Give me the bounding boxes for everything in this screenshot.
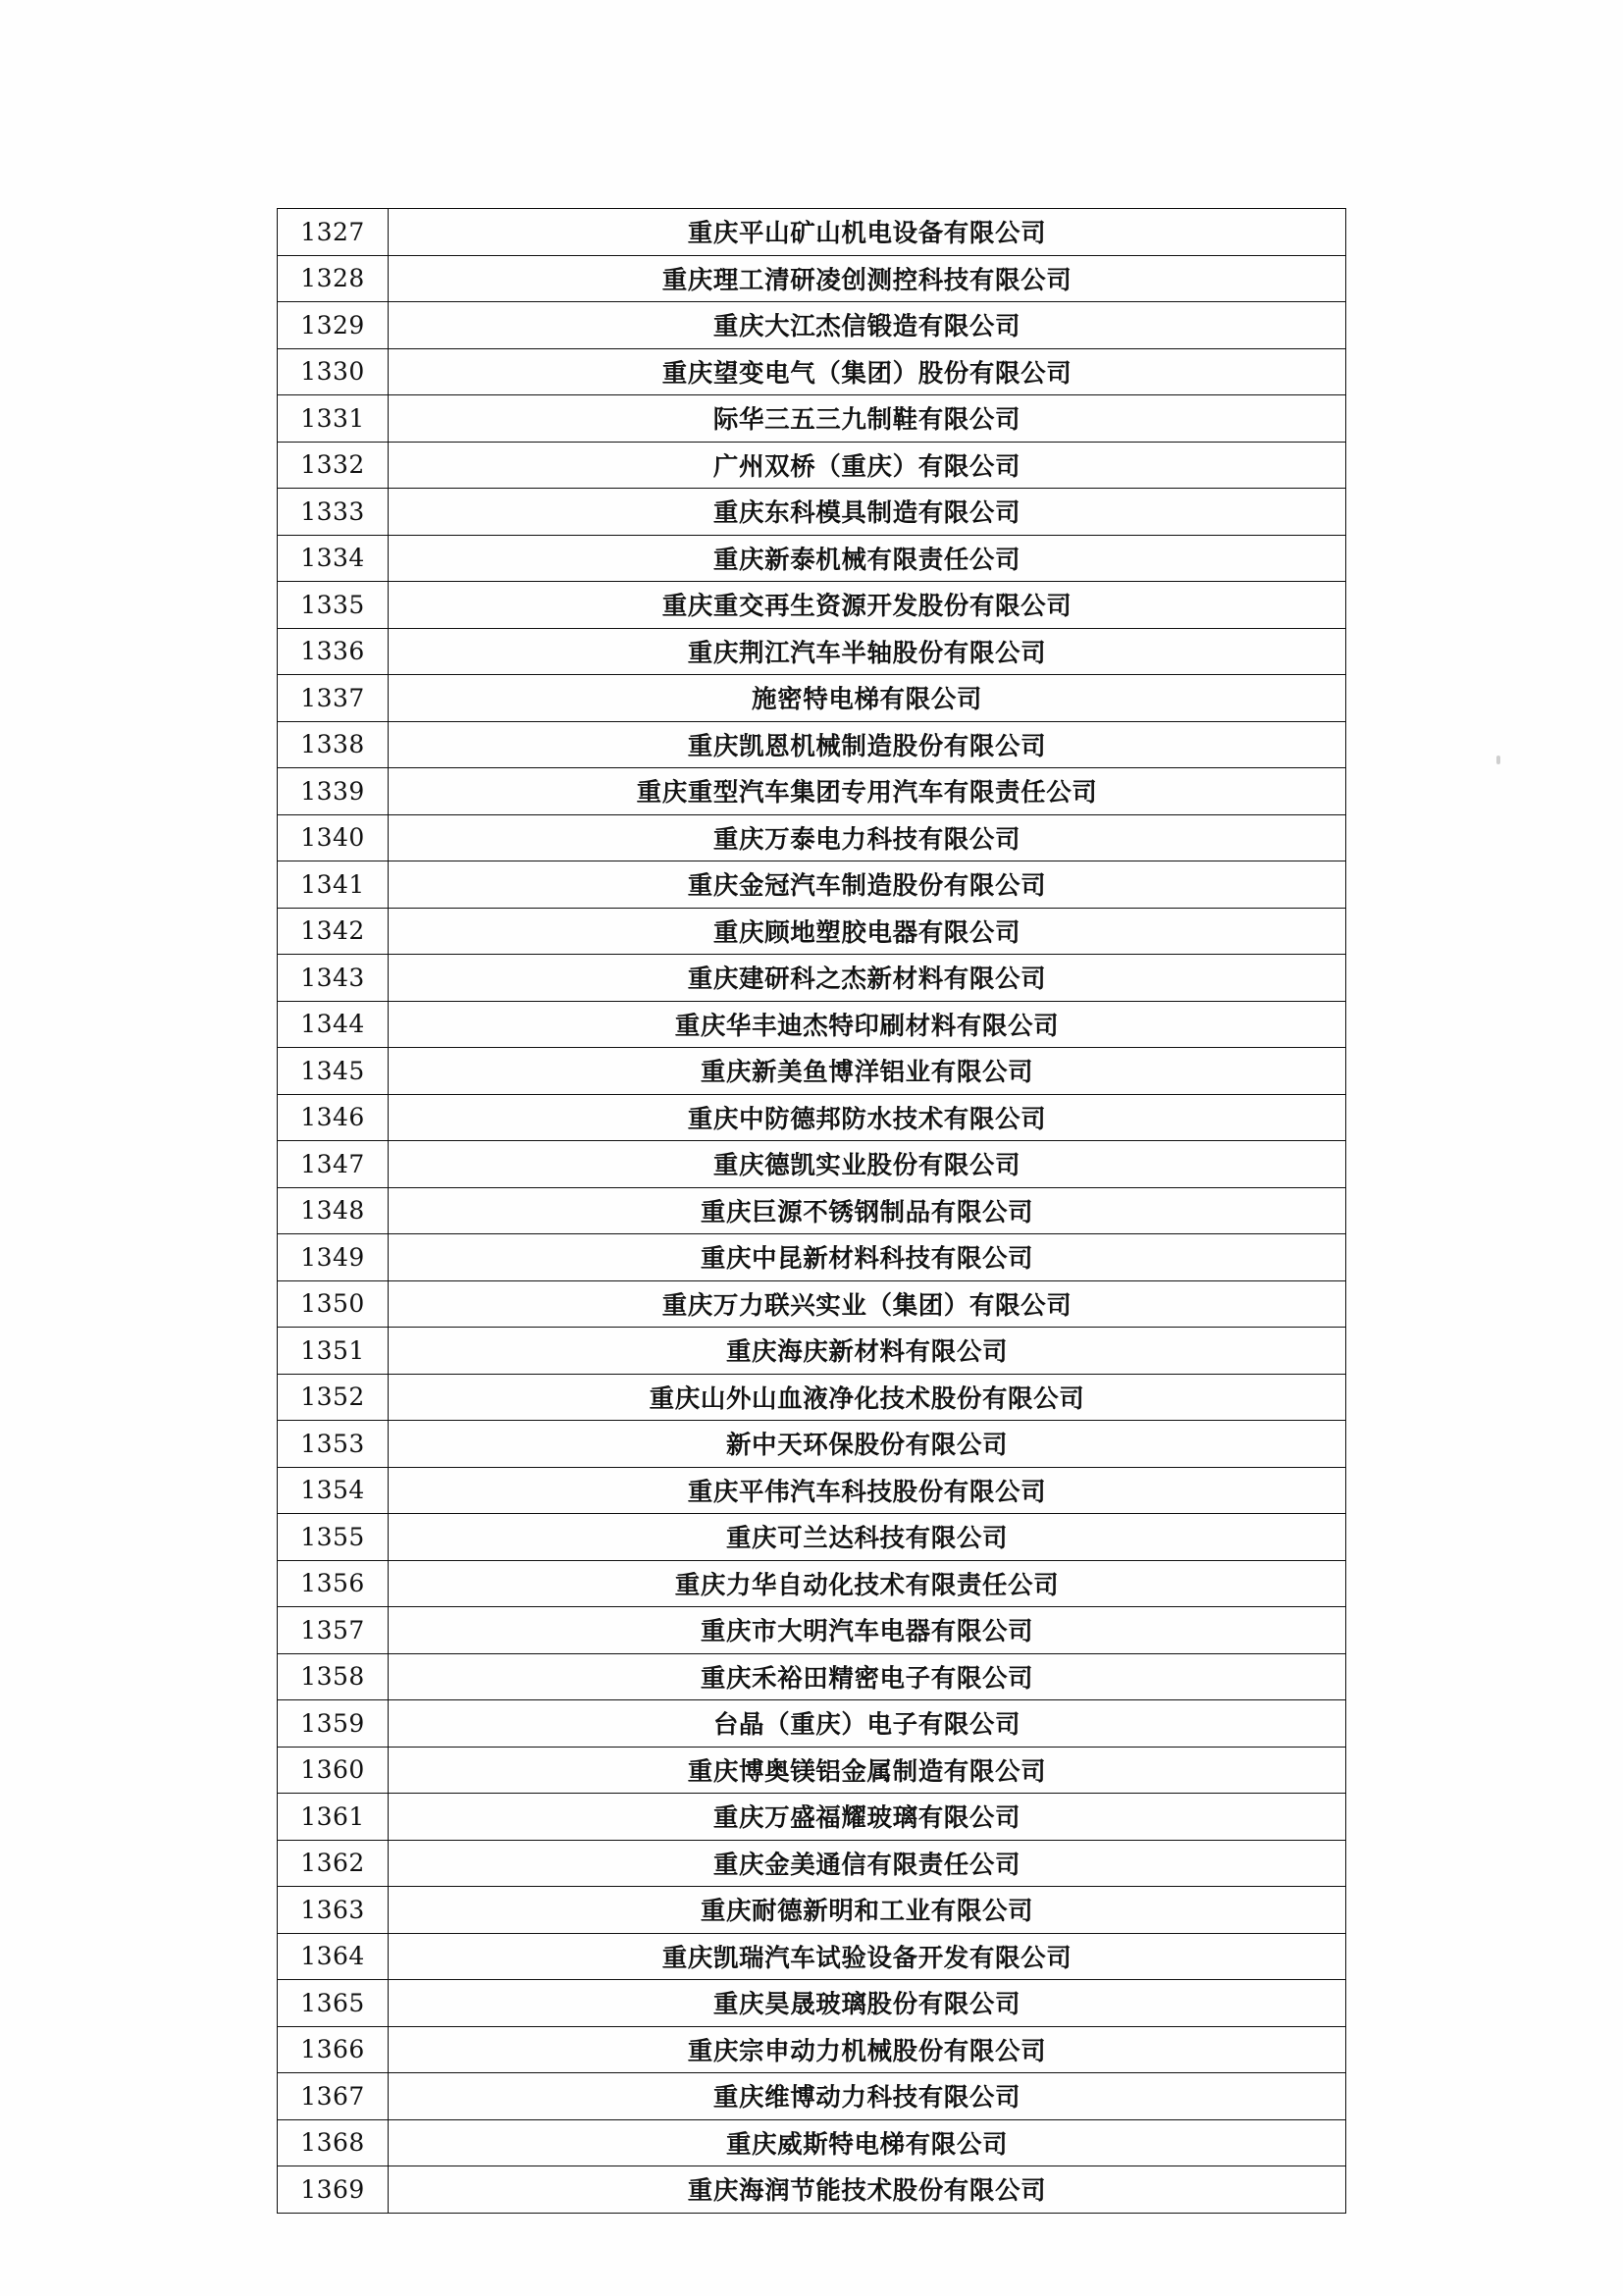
row-index-cell: 1350 (278, 1280, 389, 1328)
company-name-cell: 重庆力华自动化技术有限责任公司 (389, 1560, 1346, 1607)
row-index-cell: 1363 (278, 1887, 389, 1934)
company-name-cell: 重庆博奥镁铝金属制造有限公司 (389, 1747, 1346, 1794)
row-index-cell: 1333 (278, 489, 389, 536)
row-index-cell: 1351 (278, 1328, 389, 1375)
company-name-cell: 重庆东科模具制造有限公司 (389, 489, 1346, 536)
row-index-cell: 1336 (278, 628, 389, 675)
company-name-cell: 重庆万力联兴实业（集团）有限公司 (389, 1280, 1346, 1328)
company-name-cell: 重庆万盛福耀玻璃有限公司 (389, 1794, 1346, 1841)
table-row (278, 1607, 1346, 1654)
table-row (278, 1933, 1346, 1980)
row-index-cell: 1359 (278, 1700, 389, 1748)
row-index-cell: 1366 (278, 2026, 389, 2073)
table-row (278, 1514, 1346, 1561)
company-name-cell: 重庆金冠汽车制造股份有限公司 (389, 861, 1346, 909)
company-name-cell: 重庆建研科之杰新材料有限公司 (389, 955, 1346, 1002)
row-index-cell: 1342 (278, 908, 389, 955)
company-name-cell: 重庆大江杰信锻造有限公司 (389, 302, 1346, 349)
row-index-cell: 1364 (278, 1933, 389, 1980)
row-index-cell: 1329 (278, 302, 389, 349)
company-name-cell: 重庆望变电气（集团）股份有限公司 (389, 348, 1346, 395)
table-row (278, 1560, 1346, 1607)
company-name-cell: 重庆海庆新材料有限公司 (389, 1328, 1346, 1375)
row-index-cell: 1360 (278, 1747, 389, 1794)
table-row (278, 628, 1346, 675)
company-name-cell: 重庆中昆新材料科技有限公司 (389, 1234, 1346, 1281)
company-name-cell: 重庆凯瑞汽车试验设备开发有限公司 (389, 1933, 1346, 1980)
table-row (278, 814, 1346, 861)
row-index-cell: 1337 (278, 675, 389, 722)
row-index-cell: 1331 (278, 395, 389, 443)
table-row (278, 2166, 1346, 2214)
table-row (278, 1700, 1346, 1748)
row-index-cell: 1354 (278, 1467, 389, 1514)
company-name-cell: 重庆荆江汽车半轴股份有限公司 (389, 628, 1346, 675)
company-name-cell: 际华三五三九制鞋有限公司 (389, 395, 1346, 443)
row-index-cell: 1344 (278, 1001, 389, 1048)
row-index-cell: 1335 (278, 582, 389, 629)
row-index-cell: 1341 (278, 861, 389, 909)
table-row (278, 395, 1346, 443)
company-name-cell: 重庆华丰迪杰特印刷材料有限公司 (389, 1001, 1346, 1048)
row-index-cell: 1362 (278, 1840, 389, 1887)
table-row (278, 255, 1346, 302)
company-name-cell: 重庆凯恩机械制造股份有限公司 (389, 721, 1346, 768)
row-index-cell: 1356 (278, 1560, 389, 1607)
company-listing-table-wrapper (277, 208, 1346, 2214)
table-row (278, 1421, 1346, 1468)
row-index-cell: 1332 (278, 442, 389, 489)
table-row (278, 1653, 1346, 1700)
company-name-cell: 重庆市大明汽车电器有限公司 (389, 1607, 1346, 1654)
row-index-cell: 1352 (278, 1374, 389, 1421)
company-name-cell: 重庆万泰电力科技有限公司 (389, 814, 1346, 861)
table-row (278, 1234, 1346, 1281)
table-row (278, 721, 1346, 768)
table-row (278, 675, 1346, 722)
company-name-cell: 重庆威斯特电梯有限公司 (389, 2119, 1346, 2166)
table-row (278, 2026, 1346, 2073)
table-row (278, 302, 1346, 349)
row-index-cell: 1348 (278, 1187, 389, 1234)
company-name-cell: 重庆昊晟玻璃股份有限公司 (389, 1980, 1346, 2027)
company-name-cell: 重庆新美鱼博洋铝业有限公司 (389, 1048, 1346, 1095)
company-name-cell: 施密特电梯有限公司 (389, 675, 1346, 722)
row-index-cell: 1328 (278, 255, 389, 302)
company-name-cell: 重庆禾裕田精密电子有限公司 (389, 1653, 1346, 1700)
row-index-cell: 1358 (278, 1653, 389, 1700)
table-row (278, 2119, 1346, 2166)
row-index-cell: 1345 (278, 1048, 389, 1095)
company-name-cell: 重庆中防德邦防水技术有限公司 (389, 1094, 1346, 1141)
table-row (278, 1328, 1346, 1375)
company-name-cell: 重庆新泰机械有限责任公司 (389, 535, 1346, 582)
table-row (278, 1887, 1346, 1934)
company-name-cell: 重庆重型汽车集团专用汽车有限责任公司 (389, 768, 1346, 815)
table-row (278, 1141, 1346, 1188)
row-index-cell: 1353 (278, 1421, 389, 1468)
company-name-cell: 重庆巨源不锈钢制品有限公司 (389, 1187, 1346, 1234)
row-index-cell: 1361 (278, 1794, 389, 1841)
company-name-cell: 重庆宗申动力机械股份有限公司 (389, 2026, 1346, 2073)
company-name-cell: 重庆金美通信有限责任公司 (389, 1840, 1346, 1887)
row-index-cell: 1338 (278, 721, 389, 768)
company-name-cell: 重庆山外山血液净化技术股份有限公司 (389, 1374, 1346, 1421)
table-row (278, 955, 1346, 1002)
row-index-cell: 1343 (278, 955, 389, 1002)
company-listing-table (277, 208, 1346, 2214)
company-name-cell: 台晶（重庆）电子有限公司 (389, 1700, 1346, 1748)
row-index-cell: 1365 (278, 1980, 389, 2027)
company-name-cell: 重庆可兰达科技有限公司 (389, 1514, 1346, 1561)
table-row (278, 1048, 1346, 1095)
table-row (278, 1467, 1346, 1514)
table-row (278, 209, 1346, 256)
table-row (278, 2073, 1346, 2120)
row-index-cell: 1340 (278, 814, 389, 861)
table-row (278, 1794, 1346, 1841)
company-name-cell: 重庆平伟汽车科技股份有限公司 (389, 1467, 1346, 1514)
table-row (278, 1747, 1346, 1794)
company-name-cell: 重庆德凯实业股份有限公司 (389, 1141, 1346, 1188)
table-row (278, 1280, 1346, 1328)
row-index-cell: 1347 (278, 1141, 389, 1188)
table-row (278, 1187, 1346, 1234)
scan-artifact (1496, 756, 1500, 764)
row-index-cell: 1339 (278, 768, 389, 815)
row-index-cell: 1367 (278, 2073, 389, 2120)
company-name-cell: 新中天环保股份有限公司 (389, 1421, 1346, 1468)
table-row (278, 535, 1346, 582)
table-row (278, 582, 1346, 629)
company-name-cell: 重庆理工清研凌创测控科技有限公司 (389, 255, 1346, 302)
row-index-cell: 1327 (278, 209, 389, 256)
row-index-cell: 1357 (278, 1607, 389, 1654)
row-index-cell: 1369 (278, 2166, 389, 2214)
table-row (278, 348, 1346, 395)
table-row (278, 1374, 1346, 1421)
row-index-cell: 1368 (278, 2119, 389, 2166)
table-row (278, 489, 1346, 536)
row-index-cell: 1334 (278, 535, 389, 582)
row-index-cell: 1330 (278, 348, 389, 395)
row-index-cell: 1346 (278, 1094, 389, 1141)
table-row (278, 1840, 1346, 1887)
company-name-cell: 重庆耐德新明和工业有限公司 (389, 1887, 1346, 1934)
row-index-cell: 1355 (278, 1514, 389, 1561)
company-name-cell: 重庆重交再生资源开发股份有限公司 (389, 582, 1346, 629)
company-name-cell: 重庆海润节能技术股份有限公司 (389, 2166, 1346, 2214)
company-name-cell: 重庆顾地塑胶电器有限公司 (389, 908, 1346, 955)
table-row (278, 442, 1346, 489)
table-body (278, 209, 1346, 2214)
company-name-cell: 重庆维博动力科技有限公司 (389, 2073, 1346, 2120)
row-index-cell: 1349 (278, 1234, 389, 1281)
table-row (278, 908, 1346, 955)
company-name-cell: 广州双桥（重庆）有限公司 (389, 442, 1346, 489)
table-row (278, 768, 1346, 815)
table-row (278, 1001, 1346, 1048)
table-row (278, 1980, 1346, 2027)
table-row (278, 1094, 1346, 1141)
company-name-cell: 重庆平山矿山机电设备有限公司 (389, 209, 1346, 256)
table-row (278, 861, 1346, 909)
